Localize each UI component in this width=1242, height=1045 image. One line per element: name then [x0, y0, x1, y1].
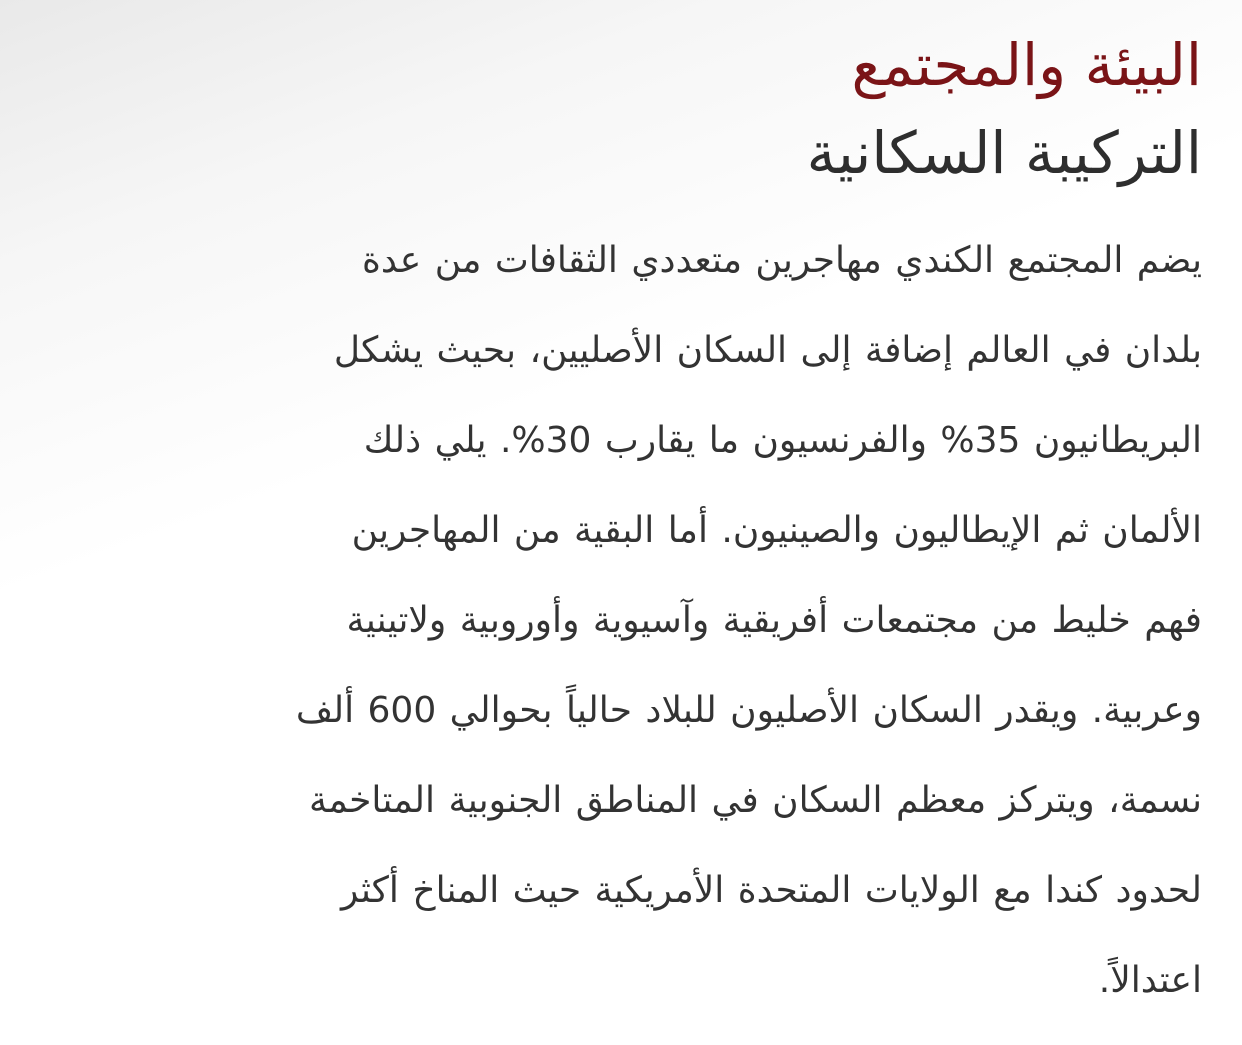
page-title: التركيبة السكانية: [806, 119, 1202, 187]
article-line: يضم المجتمع الكندي مهاجرين متعددي الثقافات من عدة: [362, 240, 1202, 281]
section-title: البيئة والمجتمع: [851, 31, 1202, 99]
article-line: الألمان ثم الإيطاليون والصينيون. أما البقية من المهاجرين: [351, 510, 1202, 551]
article-line: وعربية. ويقدر السكان الأصليون للبلاد حالياً بحوالي 600 ألف: [295, 690, 1202, 731]
article-line: لحدود كندا مع الولايات المتحدة الأمريكية حيث المناخ أكثر: [341, 870, 1202, 911]
article-body: [50, 216, 1202, 1026]
article-line: البريطانيون 35% والفرنسيون ما يقارب 30%. يلي ذلك: [363, 420, 1202, 461]
article-line: فهم خليط من مجتمعات أفريقية وآسيوية وأوروبية ولاتينية: [346, 600, 1202, 641]
article-line: نسمة، ويتركز معظم السكان في المناطق الجنوبية المتاخمة: [309, 780, 1202, 821]
article-line: اعتدالاً.: [1098, 960, 1202, 1001]
article-line: بلدان في العالم إضافة إلى السكان الأصليين، بحيث يشكل: [333, 330, 1202, 371]
